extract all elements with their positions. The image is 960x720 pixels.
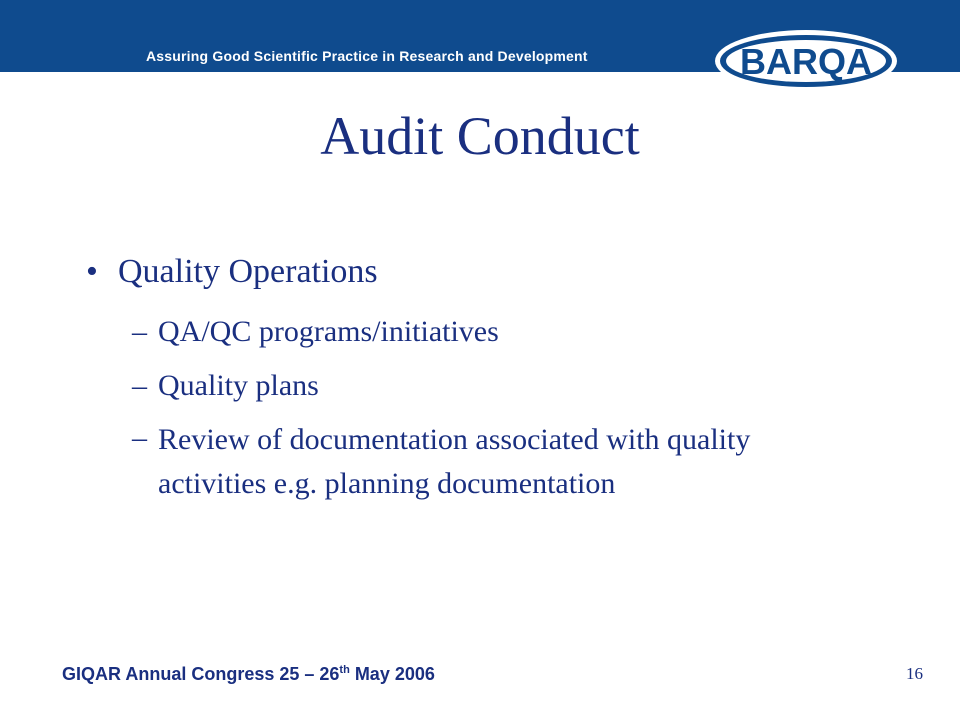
logo-text: BARQA — [740, 41, 872, 82]
sub-item — [132, 418, 858, 506]
sub-item-dash: – — [132, 421, 147, 454]
bullet-label: Quality Operations — [118, 253, 378, 290]
footer-event-prefix: GIQAR Annual Congress 25 – 26 — [62, 664, 340, 684]
bullet-marker: • — [86, 253, 98, 290]
sub-item — [132, 312, 499, 352]
bullet-item — [86, 250, 378, 294]
footer-event — [62, 664, 435, 685]
sub-item-text: Review of documentation associated with quality activities e.g. planning documentation — [158, 423, 751, 500]
sub-item — [132, 366, 319, 406]
sub-item-text: QA/QC programs/initiatives — [158, 315, 499, 348]
footer-event-superscript: th — [339, 664, 350, 676]
footer-event-suffix: May 2006 — [349, 664, 435, 684]
sub-item-dash: – — [132, 315, 147, 348]
sub-item-text: Quality plans — [158, 369, 319, 402]
slide-title: Audit Conduct — [320, 106, 640, 166]
page-number: 16 — [906, 664, 923, 683]
sub-item-dash: – — [132, 369, 147, 402]
header-tagline: Assuring Good Scientific Practice in Research and Development — [146, 48, 588, 64]
